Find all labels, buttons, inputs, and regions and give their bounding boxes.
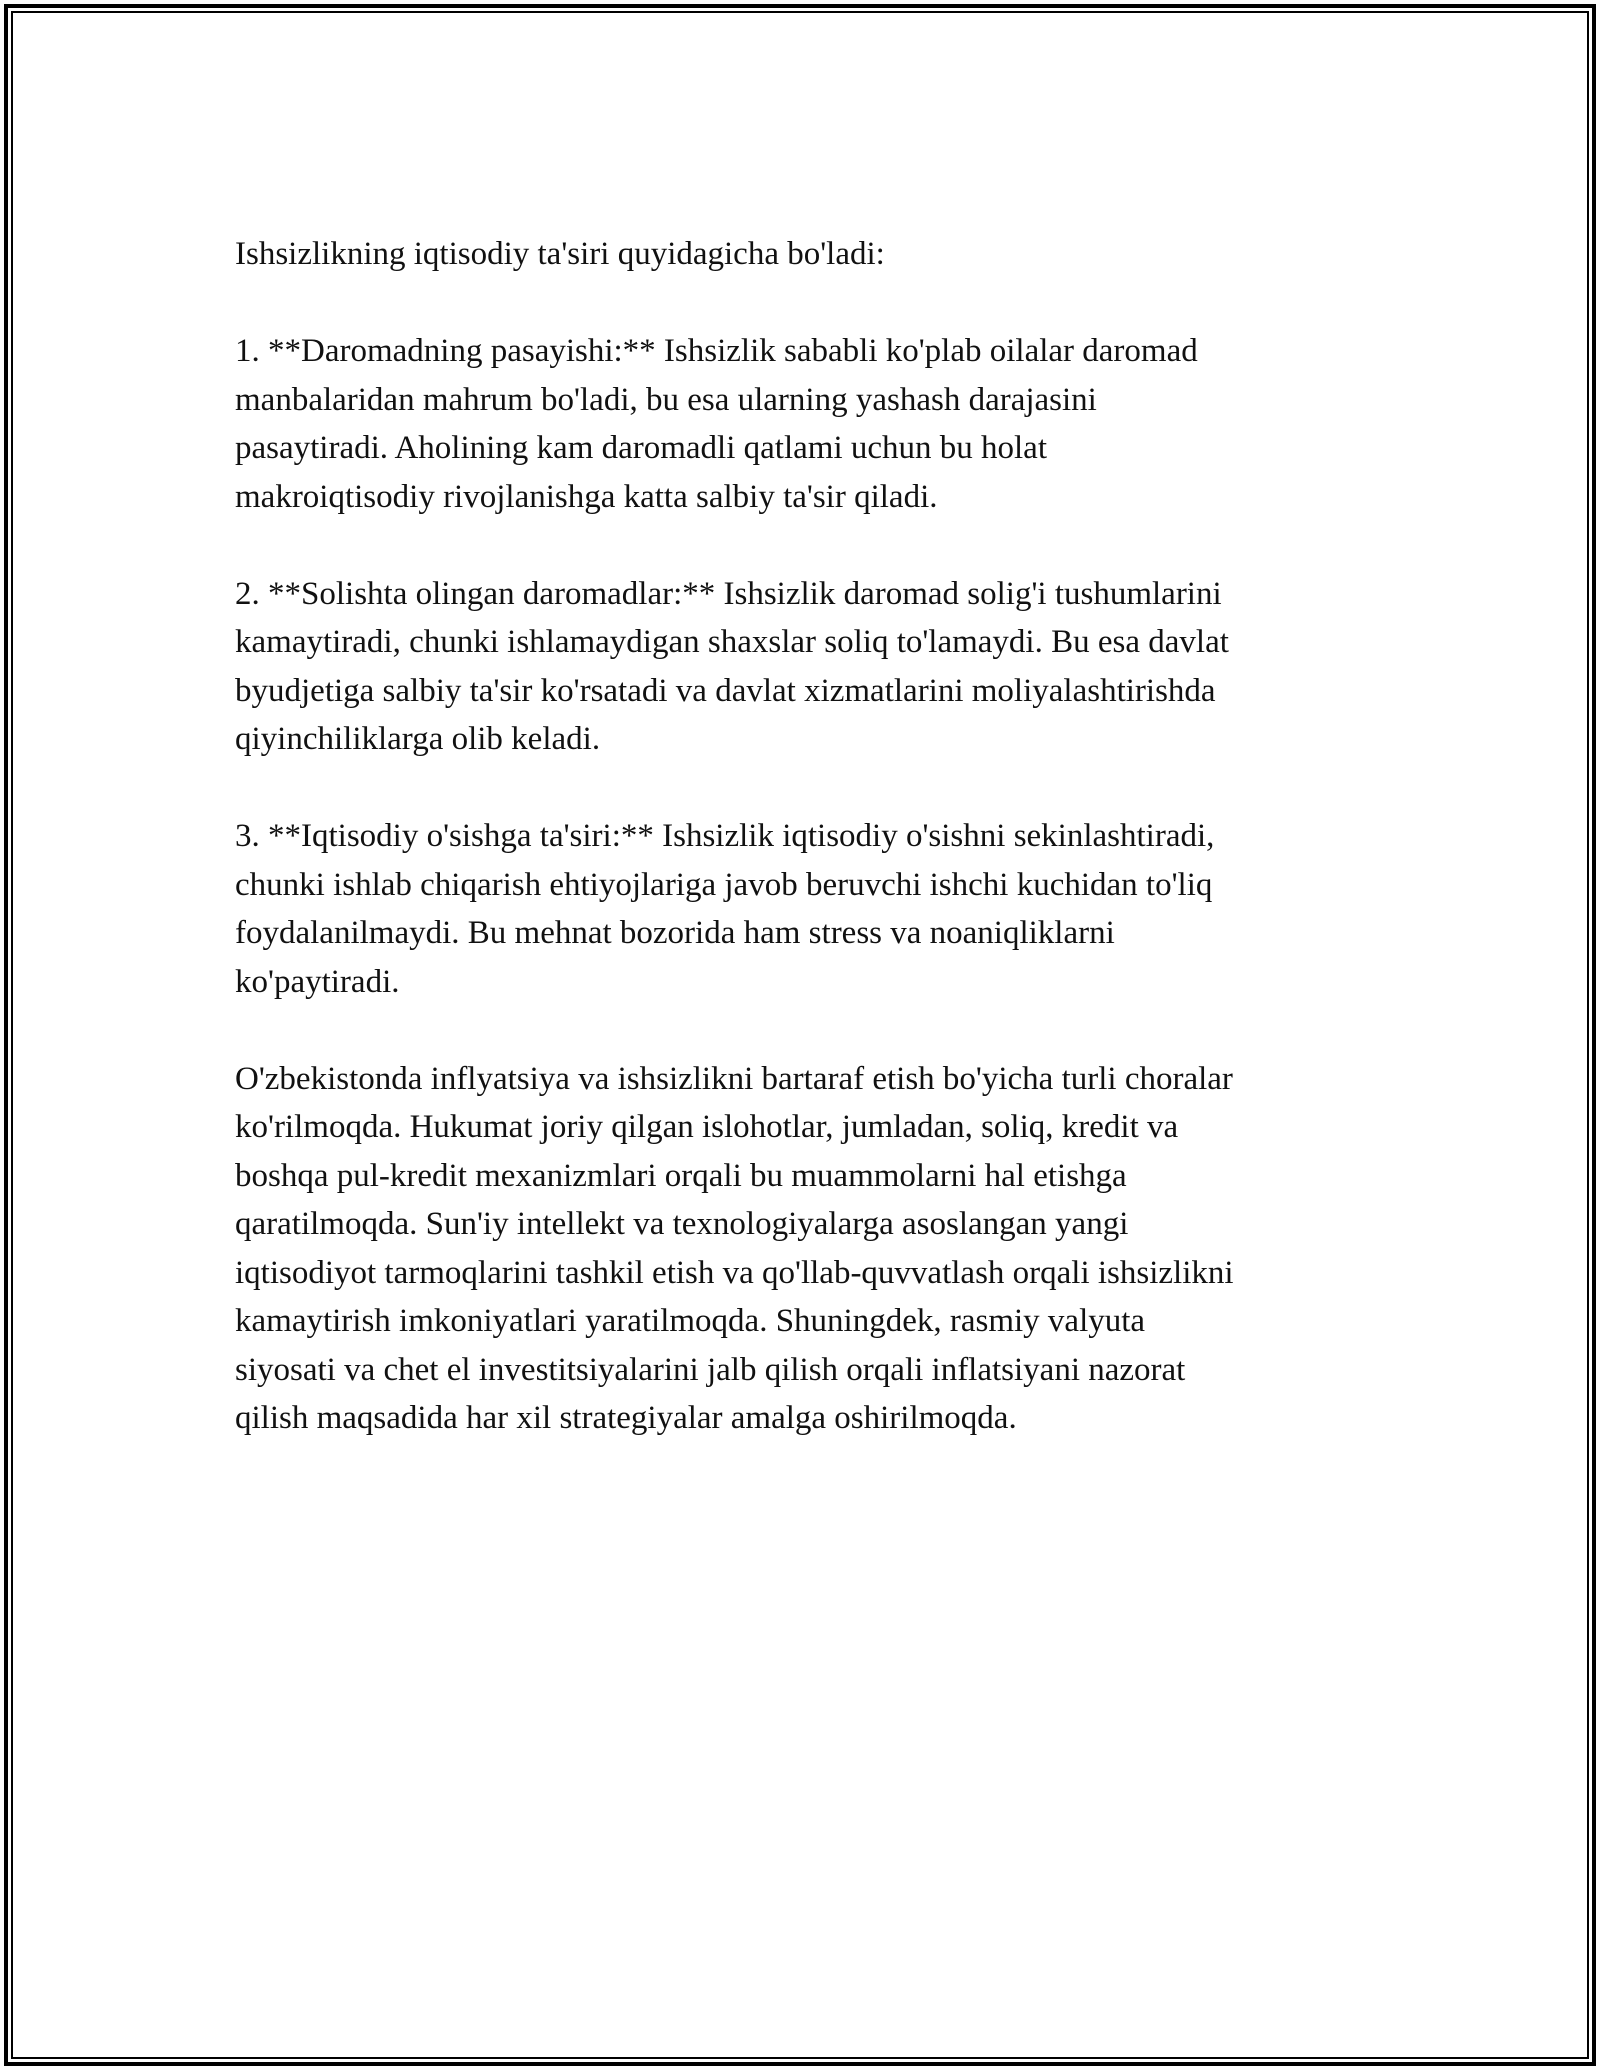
conclusion-paragraph: O'zbekistonda inflyatsiya va ishsizlikni bartaraf etish bo'yicha turli choralar ko'rilmoqda. Hukumat joriy qilgan islohotlar, jumladan, soliq, kredit va boshqa pul-kredit mexanizmlari orqali bu muammolarni hal etishga qaratilmoqda. Sun'iy intellekt va texnologiyalarga asoslangan yangi iqtisodiyot tarmoqlarini tashkil etish va qo'llab-quvvatlash orqali ishsizlikni kamaytirish imkoniyatlari yaratilmoqda. Shuningdek, rasmiy valyuta siyosati va chet el investitsiyalarini jalb qilish orqali inflatsiyani nazorat qilish maqsadida har xil strategiyalar amalga oshirilmoqda. xyxy=(235,1060,1234,1436)
list-item-2: 2. **Solishta olingan daromadlar:** Ishsizlik daromad solig'i tushumlarini kamaytiradi, chunki ishlamaydigan shaxslar soliq to'lamaydi. Bu esa davlat byudjetiga salbiy ta'sir ko'rsatadi va davlat xizmatlarini moliyalashtirishda qiyinchiliklarga olib keladi. xyxy=(235,575,1229,757)
document-body xyxy=(235,230,1365,1491)
intro-paragraph: Ishsizlikning iqtisodiy ta'siri quyidagicha bo'ladi: xyxy=(235,236,885,272)
list-item-1: 1. **Daromadning pasayishi:** Ishsizlik sababli ko'plab oilalar daromad manbalaridan mahrum bo'ladi, bu esa ularning yashash darajasini pasaytiradi. Aholining kam daromadli qatlami uchun bu holat makroiqtisodiy rivojlanishga katta salbiy ta'sir qiladi. xyxy=(235,333,1198,515)
list-item-3: 3. **Iqtisodiy o'sishga ta'siri:** Ishsizlik iqtisodiy o'sishni sekinlashtiradi, chunki ishlab chiqarish ehtiyojlariga javob beruvchi ishchi kuchidan to'liq foydalanilmaydi. Bu mehnat bozorida ham stress va noaniqliklarni ko'paytiradi. xyxy=(235,818,1215,1000)
